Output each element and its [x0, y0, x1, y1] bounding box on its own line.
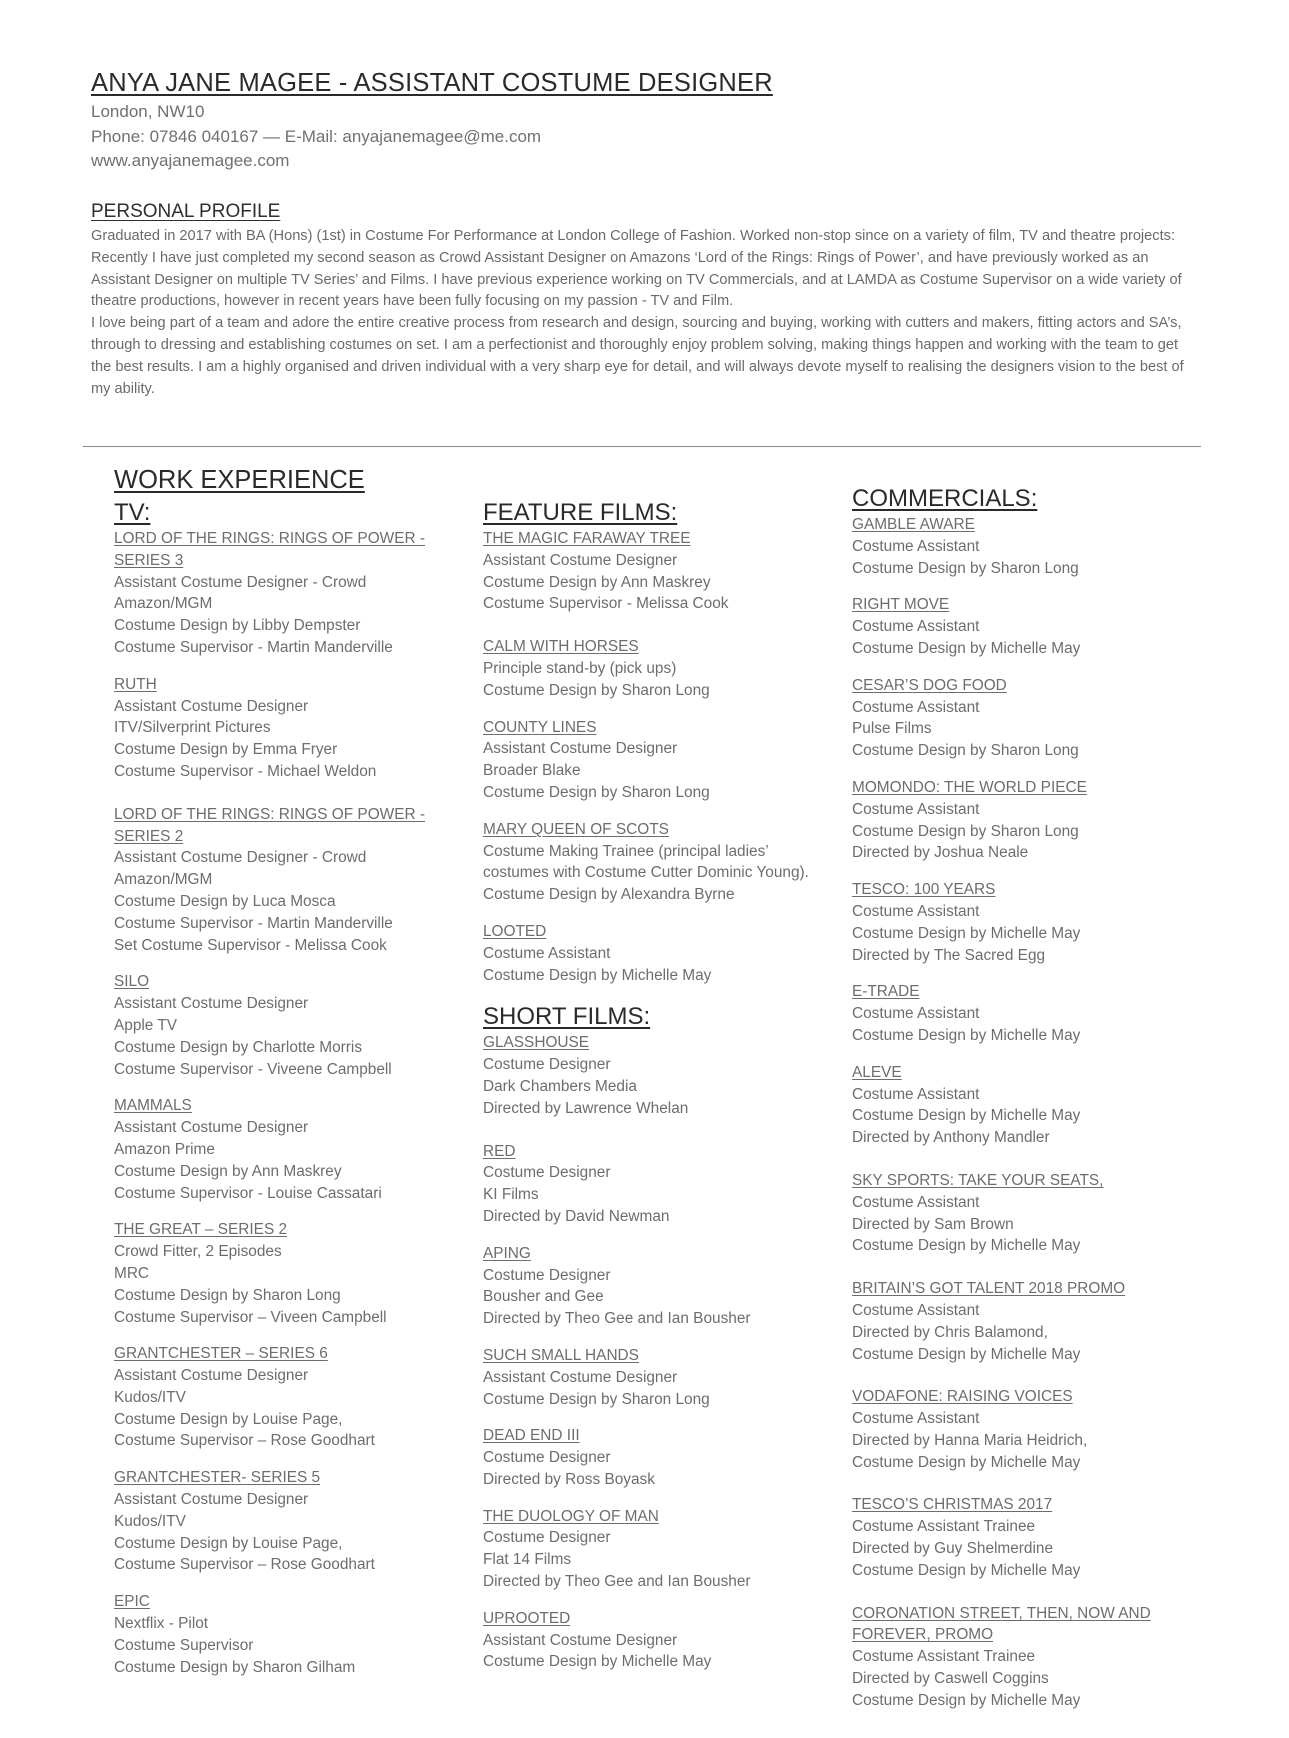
job-detail: Assistant Costume Designer — [114, 995, 309, 1013]
job-detail: Costume Supervisor – Rose Goodhart — [114, 1556, 375, 1574]
job-entry — [852, 594, 1202, 659]
job-entry — [483, 1243, 813, 1330]
job-detail: Costume Design by Michelle May — [852, 1345, 1081, 1363]
job-detail: Assistant Costume Designer - Crowd — [114, 573, 367, 591]
job-title: MOMONDO: THE WORLD PIECE — [852, 778, 1087, 796]
job-detail: Costume Design by Sharon Gilham — [114, 1658, 356, 1676]
job-detail: Costume Designer — [483, 1449, 611, 1467]
job-entry — [114, 674, 444, 783]
job-detail: Costume Assistant Trainee — [852, 1648, 1036, 1666]
job-title: GRANTCHESTER- SERIES 5 — [114, 1469, 321, 1487]
job-detail: Costume Design by Emma Fryer — [114, 741, 338, 759]
job-entry — [852, 1494, 1202, 1581]
job-entry — [483, 1141, 813, 1228]
job-detail: Costume Design by Ann Maskrey — [483, 573, 711, 591]
job-detail: Apple TV — [114, 1016, 178, 1034]
job-detail: Costume Designer — [483, 1056, 611, 1074]
job-entry — [852, 675, 1202, 762]
job-entry — [483, 1425, 813, 1490]
job-entry — [483, 717, 813, 804]
job-detail: Costume Design by Michelle May — [852, 1691, 1081, 1709]
job-detail: Assistant Costume Designer — [483, 1368, 678, 1386]
job-title: TESCO: 100 YEARS — [852, 881, 996, 899]
job-detail: Assistant Costume Designer — [483, 551, 678, 569]
job-entry — [114, 528, 444, 659]
job-detail: Costume Making Trainee (principal ladies’ costumes with Costume Cutter Dominic Young). — [483, 842, 809, 882]
job-title: CORONATION STREET, THEN, NOW AND FOREVER, PROMO — [852, 1604, 1151, 1644]
profile-paragraph: Graduated in 2017 with BA (Hons) (1st) in Costume For Performance at London College of Fashion. Worked non-stop since on a variety of film, TV and theatre projects: Recently I have just completed my second season as Crowd Assistant Designer on Amazons ‘Lord of the Rings: Rings of Power’, and have previously worked as an Assistant Designer on multiple TV Series’ and Films. I have previous experience working on TV Commercials, and at LAMDA as Costume Supervisor on a wide variety of theatre productions, however in recent years have been fully focusing on my passion - TV and Film. — [91, 228, 1182, 310]
job-title: APING — [483, 1244, 531, 1262]
job-detail: Costume Designer — [483, 1266, 611, 1284]
job-detail: Costume Assistant — [852, 800, 980, 818]
job-title: SKY SPORTS: TAKE YOUR SEATS, — [852, 1171, 1104, 1189]
job-title: DEAD END III — [483, 1427, 580, 1445]
job-entry — [483, 1345, 813, 1410]
job-detail: Costume Design by Michelle May — [852, 924, 1081, 942]
job-detail: Amazon Prime — [114, 1140, 215, 1158]
commercials-column — [852, 483, 1202, 1727]
job-detail: Crowd Fitter, 2 Episodes — [114, 1243, 282, 1261]
job-detail: Costume Design by Alexandra Byrne — [483, 886, 735, 904]
job-detail: Directed by Chris Balamond, — [852, 1323, 1048, 1341]
job-title: SUCH SMALL HANDS — [483, 1346, 639, 1364]
job-entry — [483, 819, 813, 906]
job-entry — [483, 1506, 813, 1593]
job-detail: Costume Design by Charlotte Morris — [114, 1038, 363, 1056]
job-entry — [852, 777, 1202, 864]
job-title: THE DUOLOGY OF MAN — [483, 1507, 659, 1525]
profile-title: PERSONAL PROFILE — [91, 201, 281, 222]
job-detail: Costume Supervisor – Rose Goodhart — [114, 1432, 375, 1450]
job-entry — [852, 1603, 1202, 1712]
job-entry — [852, 1170, 1202, 1257]
job-detail: Costume Supervisor - Martin Manderville — [114, 638, 393, 656]
job-detail: Costume Design by Libby Dempster — [114, 617, 361, 635]
work-experience-title: WORK EXPERIENCE — [114, 466, 365, 494]
short-films-heading: SHORT FILMS: — [483, 1003, 651, 1031]
job-detail: Costume Assistant — [852, 902, 980, 920]
job-detail: Directed by Theo Gee and Ian Bousher — [483, 1310, 751, 1328]
feature-films-job-list — [483, 528, 813, 986]
job-detail: Directed by Theo Gee and Ian Bousher — [483, 1573, 751, 1591]
job-detail: Directed by Caswell Coggins — [852, 1670, 1049, 1688]
job-entry — [852, 981, 1202, 1046]
job-detail: Directed by Joshua Neale — [852, 844, 1029, 862]
job-detail: Costume Design by Michelle May — [852, 1453, 1081, 1471]
job-detail: Amazon/MGM — [114, 871, 213, 889]
job-detail: Costume Design by Luca Mosca — [114, 892, 336, 910]
job-title: LORD OF THE RINGS: RINGS OF POWER - SERIES 3 — [114, 530, 425, 569]
job-title: ALEVE — [852, 1063, 902, 1081]
job-title: EPIC — [114, 1593, 150, 1611]
job-detail: ITV/Silverprint Pictures — [114, 719, 271, 737]
job-entry — [852, 879, 1202, 966]
job-entry — [852, 514, 1202, 579]
tv-column — [114, 463, 444, 1693]
job-detail: Kudos/ITV — [114, 1388, 186, 1406]
job-detail: Bousher and Gee — [483, 1288, 604, 1306]
short-films-job-list — [483, 1032, 813, 1673]
profile-text — [91, 226, 1201, 400]
job-detail: Costume Assistant — [852, 537, 980, 555]
job-entry — [114, 1467, 444, 1576]
job-detail: Costume Assistant — [852, 1005, 980, 1023]
job-detail: Costume Design by Sharon Long — [852, 822, 1079, 840]
job-detail: Costume Supervisor - Michael Weldon — [114, 762, 377, 780]
job-detail: Costume Design by Louise Page, — [114, 1410, 343, 1428]
website-link[interactable]: www.anyajanemagee.com — [91, 151, 290, 170]
job-detail: Costume Design by Sharon Long — [114, 1286, 341, 1304]
job-detail: Costume Design by Sharon Long — [483, 783, 710, 801]
job-detail: Costume Supervisor - Martin Manderville — [114, 914, 393, 932]
job-detail: Directed by Lawrence Whelan — [483, 1099, 689, 1117]
job-entry — [483, 1608, 813, 1673]
job-detail: Directed by Ross Boyask — [483, 1470, 655, 1488]
job-title: LORD OF THE RINGS: RINGS OF POWER - SERIES 2 — [114, 805, 425, 845]
job-detail: Costume Supervisor - Viveene Campbell — [114, 1060, 392, 1078]
job-detail: Amazon/MGM — [114, 595, 213, 613]
job-entry — [114, 804, 444, 957]
job-title: CALM WITH HORSES — [483, 638, 639, 656]
job-detail: Flat 14 Films — [483, 1551, 572, 1569]
job-title: MARY QUEEN OF SCOTS — [483, 820, 669, 838]
job-detail: Directed by Hanna Maria Heidrich, — [852, 1431, 1088, 1449]
job-detail: Costume Assistant Trainee — [852, 1518, 1036, 1536]
job-detail: Costume Design by Louise Page, — [114, 1534, 343, 1552]
job-detail: Costume Supervisor - Louise Cassatari — [114, 1184, 382, 1202]
job-detail: Costume Design by Michelle May — [483, 1653, 712, 1671]
job-detail: Costume Assistant — [852, 1301, 980, 1319]
profile-paragraph: I love being part of a team and adore the entire creative process from research and design, sourcing and buying, working with cutters and makers, fitting actors and SA’s, through to dressing and establishing costumes on set. I am a perfectionist and thoroughly enjoy problem solving, making things happen and working with the team to get the best results. I am a highly organised and driven individual with a very sharp eye for detail, and will always devote myself to realising the designers vision to the best of my ability. — [91, 315, 1184, 397]
feature-films-heading: FEATURE FILMS: — [483, 499, 678, 526]
job-detail: Costume Assistant — [852, 1085, 980, 1103]
job-detail: MRC — [114, 1264, 150, 1282]
job-title: GLASSHOUSE — [483, 1034, 590, 1052]
job-entry — [483, 1032, 813, 1119]
job-detail: Costume Assistant — [852, 698, 980, 716]
job-title: MAMMALS — [114, 1097, 192, 1115]
contact-line: Phone: 07846 040167 — E-Mail: anyajanemagee@me.com — [91, 126, 542, 146]
job-title: THE MAGIC FARAWAY TREE — [483, 530, 691, 547]
location: London, NW10 — [91, 102, 205, 121]
job-title: RUTH — [114, 675, 157, 693]
job-entry — [114, 971, 444, 1080]
job-detail: Pulse Films — [852, 720, 932, 738]
job-detail: Dark Chambers Media — [483, 1077, 637, 1095]
films-column — [483, 497, 813, 1688]
job-entry — [114, 1219, 444, 1328]
job-detail: Costume Supervisor – Viveen Campbell — [114, 1308, 387, 1326]
job-entry — [483, 921, 813, 986]
tv-job-list — [114, 528, 444, 1678]
job-detail: Assistant Costume Designer — [114, 1119, 309, 1137]
job-title: RIGHT MOVE — [852, 596, 950, 614]
job-entry — [114, 1095, 444, 1204]
job-detail: Costume Design by Sharon Long — [483, 681, 710, 699]
job-title: COUNTY LINES — [483, 718, 597, 736]
job-detail: Kudos/ITV — [114, 1512, 186, 1530]
job-title: BRITAIN’S GOT TALENT 2018 PROMO — [852, 1280, 1126, 1298]
job-detail: Costume Design by Sharon Long — [852, 559, 1079, 577]
job-title: THE GREAT – SERIES 2 — [114, 1221, 288, 1239]
job-title: SILO — [114, 973, 150, 991]
job-detail: Broader Blake — [483, 762, 581, 780]
job-title: TESCO’S CHRISTMAS 2017 — [852, 1496, 1053, 1514]
job-entry — [114, 1343, 444, 1452]
job-detail: Assistant Costume Designer — [483, 740, 678, 758]
job-detail: Costume Assistant — [852, 1193, 980, 1211]
job-detail: Directed by Anthony Mandler — [852, 1129, 1050, 1147]
page-title: ANYA JANE MAGEE - ASSISTANT COSTUME DESIGNER — [91, 69, 773, 97]
job-title: VODAFONE: RAISING VOICES — [852, 1388, 1073, 1406]
job-entry — [483, 636, 813, 701]
job-title: GRANTCHESTER – SERIES 6 — [114, 1345, 328, 1363]
section-divider — [83, 446, 1201, 447]
job-detail: Costume Assistant — [852, 618, 980, 636]
job-detail: Costume Design by Sharon Long — [852, 742, 1079, 760]
commercials-job-list — [852, 514, 1202, 1712]
job-detail: Costume Supervisor — [114, 1636, 254, 1654]
job-detail: KI Films — [483, 1186, 539, 1204]
job-detail: Assistant Costume Designer — [114, 697, 309, 715]
job-detail: Costume Supervisor - Melissa Cook — [483, 595, 729, 613]
job-entry — [852, 1278, 1202, 1365]
job-entry — [483, 528, 813, 615]
job-entry — [114, 1591, 444, 1678]
job-detail: Costume Design by Michelle May — [852, 1107, 1081, 1125]
job-title: E-TRADE — [852, 983, 920, 1001]
job-detail: Directed by Sam Brown — [852, 1215, 1014, 1233]
job-detail: Costume Assistant — [483, 944, 611, 962]
job-detail: Costume Design by Michelle May — [483, 966, 712, 984]
job-title: RED — [483, 1142, 516, 1160]
tv-heading: TV: — [114, 499, 151, 526]
job-title: CESAR’S DOG FOOD — [852, 676, 1007, 694]
job-detail: Directed by Guy Shelmerdine — [852, 1540, 1054, 1558]
job-detail: Assistant Costume Designer — [483, 1631, 678, 1649]
job-detail: Nextflix - Pilot — [114, 1615, 209, 1633]
job-detail: Assistant Costume Designer — [114, 1367, 309, 1385]
job-entry — [852, 1062, 1202, 1149]
personal-profile — [91, 199, 1201, 400]
job-detail: Costume Design by Michelle May — [852, 639, 1081, 657]
job-detail: Set Costume Supervisor - Melissa Cook — [114, 936, 387, 954]
job-detail: Principle stand-by (pick ups) — [483, 659, 677, 677]
job-detail: Costume Design by Michelle May — [852, 1237, 1081, 1255]
job-detail: Costume Design by Ann Maskrey — [114, 1162, 342, 1180]
job-entry — [852, 1386, 1202, 1473]
job-detail: Costume Design by Sharon Long — [483, 1390, 710, 1408]
job-detail: Directed by The Sacred Egg — [852, 946, 1046, 964]
header — [91, 66, 1211, 174]
job-detail: Assistant Costume Designer — [114, 1491, 309, 1509]
job-detail: Costume Designer — [483, 1529, 611, 1547]
job-title: GAMBLE AWARE — [852, 516, 975, 533]
job-detail: Assistant Costume Designer - Crowd — [114, 849, 367, 867]
job-title: UPROOTED — [483, 1609, 571, 1627]
job-detail: Costume Design by Michelle May — [852, 1561, 1081, 1579]
commercials-heading: COMMERCIALS: — [852, 485, 1038, 512]
job-detail: Directed by David Newman — [483, 1207, 670, 1225]
job-title: LOOTED — [483, 922, 547, 940]
job-detail: Costume Designer — [483, 1164, 611, 1182]
job-detail: Costume Design by Michelle May — [852, 1026, 1081, 1044]
job-detail: Costume Assistant — [852, 1410, 980, 1428]
